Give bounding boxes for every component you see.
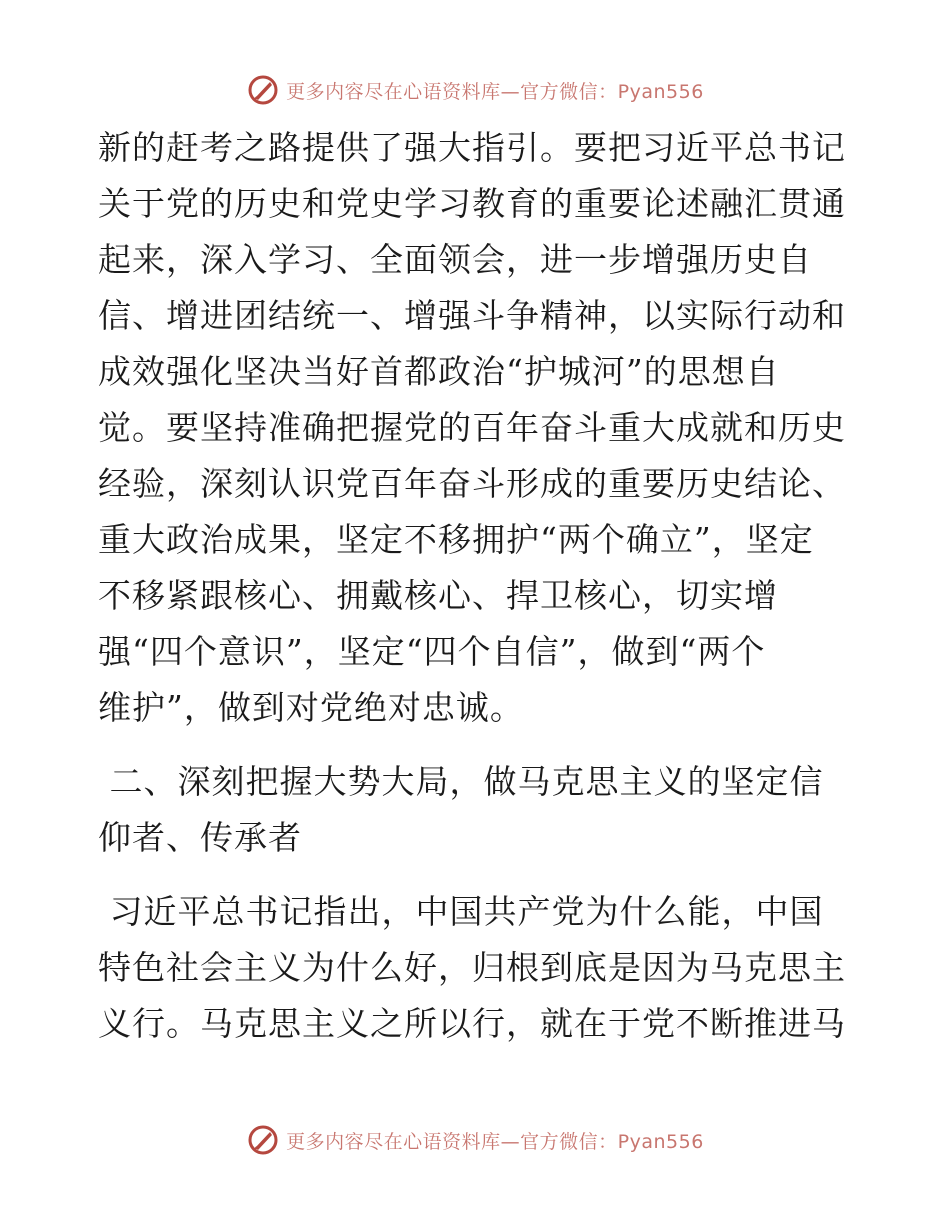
text-line: 习近平总书记指出，中国共产党为什么能，中国 — [98, 892, 824, 931]
text-line: 关于党的历史和党史学习教育的重要论述融汇贯通 — [98, 184, 846, 223]
text-line: 觉。要坚持准确把握党的百年奋斗重大成就和历史 — [98, 408, 846, 447]
text-line: 成效强化坚决当好首都政治“护城河”的思想自 — [98, 352, 780, 391]
text-line: 起来，深入学习、全面领会，进一步增强历史自 — [98, 240, 812, 279]
text-line: 信、增进团结统一、增强斗争精神，以实际行动和 — [98, 296, 846, 335]
heading-line: 仰者、传承者 — [98, 818, 302, 857]
text-line: 新的赶考之路提供了强大指引。要把习近平总书记 — [98, 128, 846, 167]
footer-watermark — [0, 1120, 950, 1160]
text-line: 不移紧跟核心、拥戴核心、捍卫核心，切实增 — [98, 576, 778, 615]
paragraph-1 — [98, 120, 858, 736]
document-body — [98, 120, 858, 1052]
text-line: 重大政治成果，坚定不移拥护“两个确立”，坚定 — [98, 520, 814, 559]
text-line: 经验，深刻认识党百年奋斗形成的重要历史结论、 — [98, 464, 846, 503]
header-watermark-text: 更多内容尽在心语资料库—官方微信：Pyan556 — [286, 80, 704, 103]
header-watermark — [0, 70, 950, 110]
feather-pen-logo-icon — [246, 1123, 280, 1157]
heading-line: 二、深刻把握大势大局，做马克思主义的坚定信 — [98, 762, 824, 801]
text-line: 维护”，做到对党绝对忠诚。 — [98, 688, 524, 727]
paragraph-3 — [98, 884, 858, 1052]
text-line: 义行。马克思主义之所以行，就在于党不断推进马 — [98, 1004, 846, 1043]
footer-watermark-text: 更多内容尽在心语资料库—官方微信：Pyan556 — [286, 1130, 704, 1153]
text-line: 特色社会主义为什么好，归根到底是因为马克思主 — [98, 948, 846, 987]
section-heading — [98, 754, 858, 866]
feather-pen-logo-icon — [246, 73, 280, 107]
text-line: 强“四个意识”，坚定“四个自信”，做到“两个 — [98, 632, 766, 671]
